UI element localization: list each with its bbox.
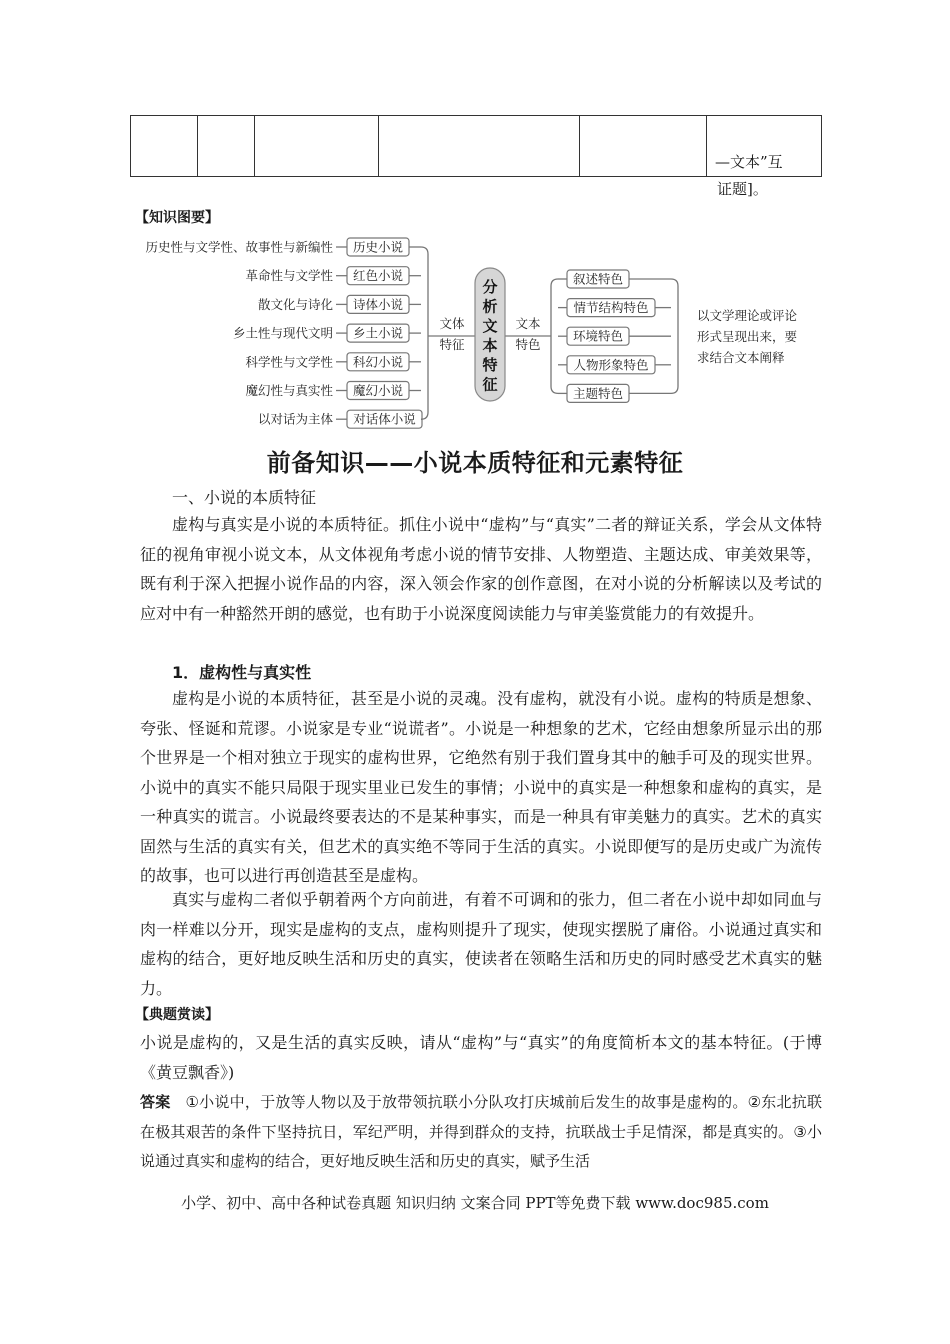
table-cell [198, 116, 255, 177]
feature-box-label: 人物形象特色 [573, 357, 649, 373]
table-cell [580, 116, 707, 177]
note-text: 求结合文本阐释 [697, 350, 785, 365]
genre-box-label: 科幻小说 [352, 354, 404, 370]
section-heading: 一、小说的本质特征 [172, 488, 317, 507]
diagram-feature-label: 魔幻性与真实性 [245, 383, 333, 398]
feature-box-label: 环境特色 [572, 328, 624, 344]
diagram-heading: 【知识图要】 [135, 210, 219, 226]
answer-text: ①小说中，于放等人物以及于放带领抗联小分队攻打庆城前后发生的故事是虚构的。②东北抗联在极其艰苦的条件下坚持抗日，军纪严明，并得到群众的支持，抗联战士手足情深，都是真实的。③小说通过真实和虚构的结合，更好地反映生活和历史的真实，赋予生活 [140, 1093, 822, 1170]
table-row [131, 116, 822, 177]
paragraph-fiction: 虚构是小说的本质特征，甚至是小说的灵魂。没有虚构，就没有小说。虚构的特质是想象、夸张、怪诞和荒谬。小说家是专业“说谎者”。小说是一种想象的艺术，它经由想象所显示出的那个世界是一个相对独立于现实的虚构世界，它绝然有别于我们置身其中的触手可及的现实世界。小说中的真实不能只局限于现实里业已发生的事情；小说中的真实是一种想象和虚构的真实，是一种真实的谎言。小说最终要表达的不是某种事实，而是一种具有审美魅力的真实。艺术的真实固然与生活的真实有关，但艺术的真实绝不等同于生活的真实。小说即便写的是历史或广为流传的故事，也可以进行再创造甚至是虚构。 [140, 689, 822, 885]
table-overflow-text: 证题]。 [717, 180, 768, 198]
diagram-feature-label: 以对话为主体 [257, 411, 333, 427]
center-char: 分 [482, 278, 498, 296]
question-text: 小说是虚构的，又是生活的真实反映，请从“虚构”与“真实”的角度简析本文的基本特征。(于博《黄豆飘香》) [140, 1033, 822, 1082]
left-mid-label: 特征 [439, 337, 465, 352]
answer-block [140, 1088, 822, 1177]
diagram-feature-label: 乡土性与现代文明 [232, 325, 333, 341]
footer-ad: 小学、初中、高中各种试卷真题 知识归纳 文案合同 PPT等免费下载 www.doc985.com [181, 1194, 769, 1212]
center-char: 特 [482, 356, 498, 374]
paragraph-reality: 真实与虚构二者似乎朝着两个方向前进，有着不可调和的张力，但二者在小说中却如同血与肉一样难以分开，现实是虚构的支点，虚构则提升了现实，使现实摆脱了庸俗。小说通过真实和虚构的结合，更好地反映生活和历史的真实，使读者在领略生活和历史的同时感受艺术真实的魅力。 [140, 890, 822, 998]
table-cell [131, 116, 198, 177]
note-bracket [671, 279, 678, 393]
diagram-feature-label: 科学性与文学性 [245, 354, 333, 370]
genre-box-label: 乡土小说 [352, 325, 404, 341]
table-cell [255, 116, 379, 177]
paragraph-essence: 虚构与真实是小说的本质特征。抓住小说中“虚构”与“真实”二者的辩证关系，学会从文体特征的视角审视小说文本，从文体视角考虑小说的情节安排、人物塑造、主题达成、审美效果等，既有利于深入把握小说作品的内容，深入领会作家的创作意图，在对小说的分析解读以及考试的应对中有一种豁然开朗的感觉，也有助于小说深度阅读能力与审美鉴赏能力的有效提升。 [140, 515, 822, 623]
left-bracket [421, 247, 428, 419]
center-char: 析 [482, 297, 498, 316]
knowledge-diagram [0, 228, 950, 433]
center-char: 本 [482, 336, 498, 355]
example-heading: 【典题赏读】 [135, 1007, 219, 1023]
genre-box-label: 历史小说 [352, 239, 404, 255]
answer-label: 答案 [140, 1093, 171, 1111]
right-bracket [551, 279, 558, 393]
feature-box-label: 情节结构特色 [573, 300, 649, 316]
diagram-feature-label: 革命性与文学性 [245, 268, 333, 284]
center-char: 征 [482, 375, 498, 394]
right-mid-label: 文本 [515, 316, 541, 331]
genre-box-label: 诗体小说 [352, 296, 404, 312]
right-mid-label: 特色 [515, 337, 541, 352]
table-fragment [130, 115, 822, 177]
genre-box-label: 对话体小说 [353, 411, 416, 427]
note-text: 形式呈现出来，要 [697, 329, 798, 344]
feature-box-label: 主题特色 [572, 385, 624, 401]
left-mid-label: 文体 [439, 316, 465, 331]
page-title: 前备知识——小说本质特征和元素特征 [266, 449, 684, 477]
genre-box-label: 魔幻小说 [352, 383, 404, 398]
table-cell [379, 116, 580, 177]
feature-box-label: 叙述特色 [572, 271, 624, 287]
table-cell [707, 116, 822, 177]
note-text: 以文学理论或评论 [697, 308, 798, 323]
subsection-heading: 1．虚构性与真实性 [172, 663, 312, 682]
diagram-feature-label: 散文化与诗化 [257, 296, 333, 312]
diagram-feature-label: 历史性与文学性、故事性与新编性 [145, 239, 333, 255]
table-cell-text: —文本”互 [715, 153, 783, 171]
genre-box-label: 红色小说 [352, 268, 404, 284]
center-char: 文 [482, 317, 498, 335]
